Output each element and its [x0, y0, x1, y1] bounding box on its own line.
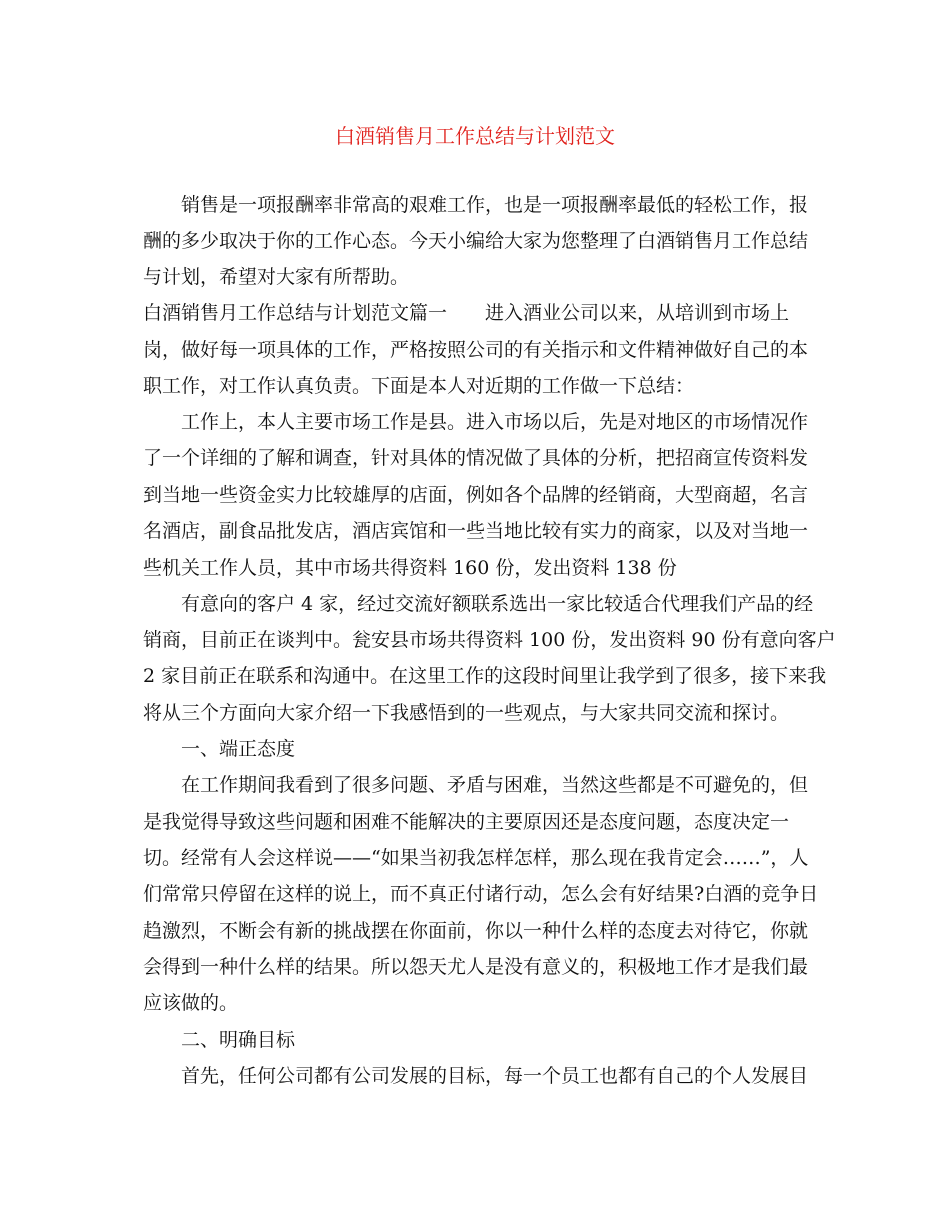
- paragraph-line: 们常常只停留在这样的说上，而不真正付诸行动，怎么会有好结果?白酒的竞争日: [143, 883, 819, 905]
- paragraph-line: 到当地一些资金实力比较雄厚的店面，例如各个品牌的经销商，大型商超，名言: [143, 484, 809, 506]
- paragraph-line: 是我觉得导致这些问题和困难不能解决的主要原因还是态度问题，态度决定一: [143, 811, 790, 833]
- paragraph-line: 些机关工作人员，其中市场共得资料 160 份，发出资料 138 份: [143, 557, 677, 579]
- paragraph-line: 酬的多少取决于你的工作心态。今天小编给大家为您整理了白酒销售月工作总结: [143, 230, 809, 252]
- document-title: 白酒销售月工作总结与计划范文: [335, 124, 615, 148]
- paragraph-line: 有意向的客户 4 家，经过交流好额联系选出一家比较适合代理我们产品的经: [181, 593, 814, 615]
- section-heading: 一、端正态度: [181, 738, 296, 760]
- paragraph-line: 切。经常有人会这样说——“如果当初我怎样怎样，那么现在我肯定会……”，人: [143, 847, 809, 869]
- paragraph-line: 在工作期间我看到了很多问题、矛盾与困难，当然这些都是不可避免的，但: [181, 774, 809, 796]
- section-heading: 二、明确目标: [181, 1029, 296, 1051]
- paragraph-line: 销商，目前正在谈判中。瓮安县市场共得资料 100 份，发出资料 90 份有意向客户: [143, 629, 836, 651]
- paragraph-line: 白酒销售月工作总结与计划范文篇一 进入酒业公司以来，从培训到市场上: [143, 302, 790, 324]
- paragraph-line: 趋激烈，不断会有新的挑战摆在你面前，你以一种什么样的态度去对待它，你就: [143, 920, 809, 942]
- paragraph-line: 与计划，希望对大家有所帮助。: [143, 266, 410, 288]
- paragraph-line: 销售是一项报酬率非常高的艰难工作，也是一项报酬率最低的轻松工作，报: [181, 194, 809, 216]
- paragraph-line: 应该做的。: [143, 992, 239, 1014]
- paragraph-line: 名酒店，副食品批发店，酒店宾馆和一些当地比较有实力的商家，以及对当地一: [143, 520, 809, 542]
- paragraph-line: 职工作，对工作认真负责。下面是本人对近期的工作做一下总结：: [143, 375, 695, 397]
- paragraph-line: 2 家目前正在联系和沟通中。在这里工作的这段时间里让我学到了很多，接下来我: [143, 665, 827, 687]
- paragraph-line: 工作上，本人主要市场工作是县。进入市场以后，先是对地区的市场情况作: [181, 411, 809, 433]
- paragraph-line: 首先，任何公司都有公司发展的目标，每一个员工也都有自己的个人发展目: [181, 1065, 809, 1087]
- paragraph-line: 会得到一种什么样的结果。所以怨天尤人是没有意义的，积极地工作才是我们最: [143, 956, 809, 978]
- paragraph-line: 了一个详细的了解和调查，针对具体的情况做了具体的分析，把招商宣传资料发: [143, 447, 809, 469]
- paragraph-line: 将从三个方面向大家介绍一下我感悟到的一些观点，与大家共同交流和探讨。: [143, 702, 790, 724]
- paragraph-line: 岗，做好每一项具体的工作，严格按照公司的有关指示和文件精神做好自己的本: [143, 339, 809, 361]
